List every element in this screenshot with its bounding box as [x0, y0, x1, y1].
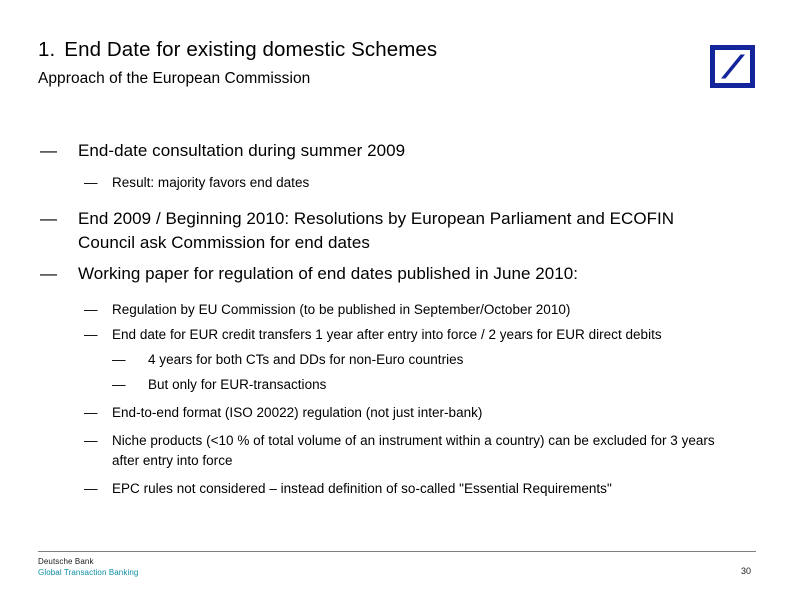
bullet-level1	[0, 262, 794, 286]
bullet-level2	[0, 173, 794, 193]
deutsche-bank-logo-icon	[710, 45, 755, 88]
bullet-text: Result: majority favors end dates	[112, 175, 310, 190]
bullet-dash-icon: —	[84, 327, 98, 342]
footer-divider	[38, 551, 756, 552]
spacer	[0, 165, 794, 173]
bullet-text: End 2009 / Beginning 2010: Resolutions by European Parliament and ECOFIN Council ask Commission for end dates	[78, 209, 675, 252]
bullet-text: End date for EUR credit transfers 1 year after entry into force / 2 years for EUR direct debits	[112, 327, 662, 342]
bullet-dash-icon: —	[40, 141, 57, 160]
bullet-level2	[0, 325, 794, 345]
bullet-dash-icon: —	[40, 209, 57, 228]
footer-company-name: Deutsche Bank	[38, 557, 94, 566]
bullet-text: Working paper for regulation of end dates published in June 2010:	[78, 264, 579, 283]
title-text: End Date for existing domestic Schemes	[64, 38, 438, 61]
bullet-level3	[0, 350, 794, 370]
bullet-dash-icon: —	[84, 175, 98, 190]
bullet-dash-icon: —	[112, 352, 126, 367]
bullet-text: Niche products (<10 % of total volume of an instrument within a country) can be excluded for 3 years after entry into force	[112, 433, 715, 468]
bullet-text: 4 years for both CTs and DDs for non-Euro countries	[148, 352, 464, 367]
footer-division-name: Global Transaction Banking	[38, 568, 139, 577]
bullet-dash-icon: —	[84, 405, 98, 420]
spacer	[0, 195, 794, 207]
bullet-text: But only for EUR-transactions	[148, 377, 327, 392]
bullet-dash-icon: —	[84, 481, 98, 496]
spacer	[0, 288, 794, 300]
bullet-text: End-date consultation during summer 2009	[78, 141, 406, 160]
bullet-dash-icon: —	[112, 377, 126, 392]
slide-header	[38, 38, 698, 88]
bullet-dash-icon: —	[40, 264, 57, 283]
slide-body	[0, 139, 794, 501]
bullet-level2	[0, 403, 794, 423]
bullet-dash-icon: —	[84, 433, 98, 448]
bullet-level3	[0, 375, 794, 395]
bullet-text: End-to-end format (ISO 20022) regulation (not just inter-bank)	[112, 405, 483, 420]
footer-branding	[38, 556, 138, 578]
bullet-level2	[0, 479, 794, 499]
bullet-level2	[0, 431, 794, 471]
bullet-level1	[0, 139, 794, 163]
bullet-text: Regulation by EU Commission (to be published in September/October 2010)	[112, 302, 571, 317]
bullet-dash-icon: —	[84, 302, 98, 317]
title-number: 1.	[38, 38, 56, 61]
bullet-level1	[0, 207, 794, 255]
page-title	[38, 38, 698, 62]
bullet-level2	[0, 300, 794, 320]
bullet-text: EPC rules not considered – instead definition of so-called "Essential Requirements"	[112, 481, 612, 496]
page-subtitle: Approach of the European Commission	[38, 70, 311, 87]
page-number: 30	[741, 566, 752, 576]
